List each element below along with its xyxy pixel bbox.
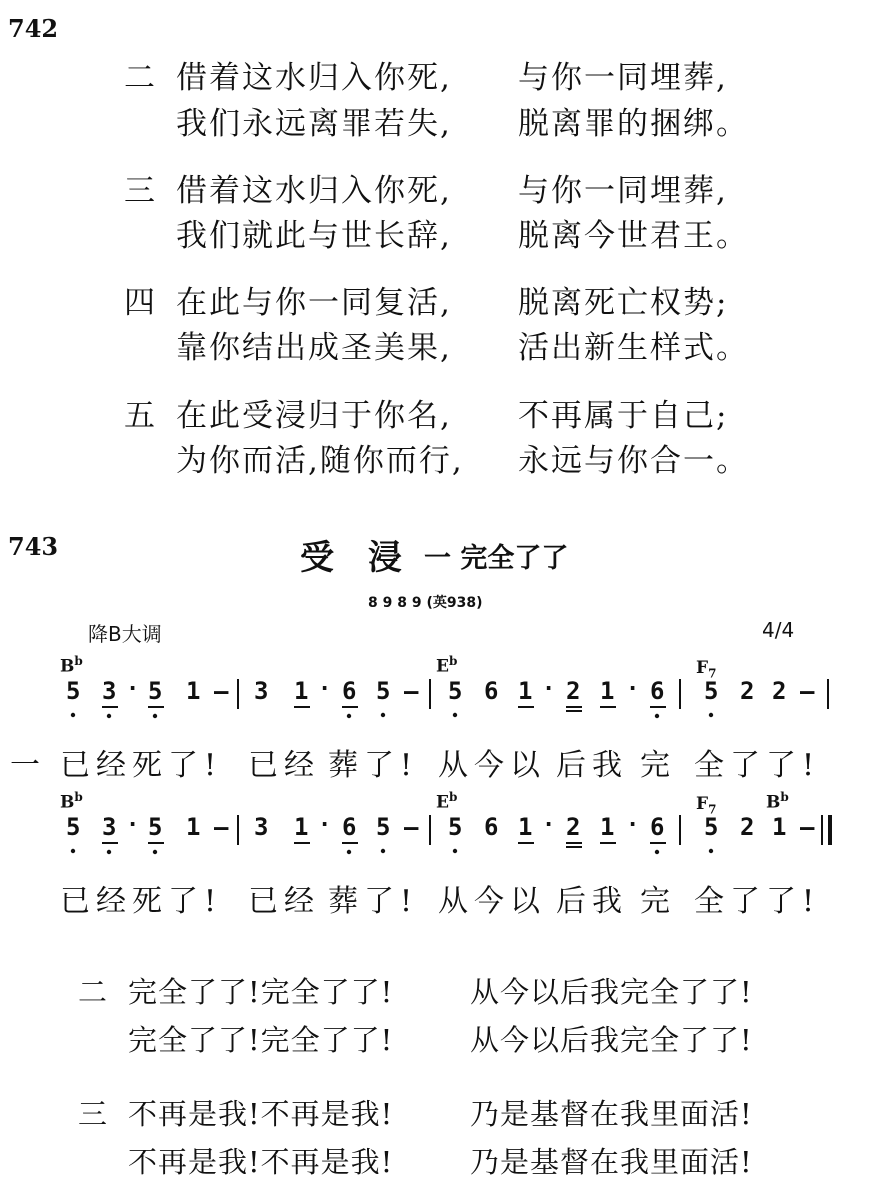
note: 3 <box>254 677 269 705</box>
lyric-syllable: 完 <box>640 884 676 919</box>
lyric-syllable: 后我 <box>556 884 628 919</box>
low-octave-dot <box>107 714 111 718</box>
note: 2 <box>566 813 581 841</box>
lyric-line: 完全了了!完全了了! <box>128 975 394 1009</box>
lyric-syllable: 全了了! <box>694 884 821 919</box>
low-octave-dot <box>153 714 157 718</box>
note: 1 <box>186 677 201 705</box>
lyric-syllable: 已经 <box>60 884 132 919</box>
note: 5 <box>66 677 81 705</box>
stanza-label: 四 <box>124 285 157 321</box>
dotted-mark: · <box>126 813 140 838</box>
note: 2 <box>566 677 581 705</box>
note-dash: — <box>800 813 815 841</box>
low-octave-dot <box>381 849 385 853</box>
low-octave-dot <box>709 713 713 717</box>
key-signature: 降B大调 <box>88 622 162 646</box>
lyric-syllable: 死了! <box>132 748 223 783</box>
chord-symbol: $F_7$ <box>696 658 717 681</box>
low-octave-dot <box>655 714 659 718</box>
hymn-subtitle: 一 完全了了 <box>424 543 569 574</box>
low-octave-dot <box>347 850 351 854</box>
dotted-mark: · <box>626 813 640 838</box>
note: 6 <box>342 677 357 705</box>
note: 1 <box>294 813 309 841</box>
lyric-line: 脱离死亡权势; <box>518 285 729 321</box>
hymn-number-743: 743 <box>8 532 59 561</box>
note-dash: — <box>214 813 229 841</box>
lyric-syllable: 后我 <box>556 748 628 783</box>
lyric-line: 不再是我!不再是我! <box>128 1145 394 1179</box>
note: 1 <box>186 813 201 841</box>
low-octave-dot <box>381 713 385 717</box>
hymn-title: 受 浸 <box>300 538 402 578</box>
dotted-mark: · <box>542 677 556 702</box>
lyric-line: 与你一同埋葬, <box>518 173 728 209</box>
note-dash: — <box>800 677 815 705</box>
lyric-line: 为你而活,随你而行, <box>176 443 464 479</box>
stanza-label: 五 <box>124 398 157 434</box>
lyric-syllable: 葬了! <box>328 884 419 919</box>
low-octave-dot <box>71 713 75 717</box>
stanza-label: 三 <box>78 1097 109 1131</box>
dotted-mark: · <box>626 677 640 702</box>
hymn-number-742: 742 <box>8 14 59 43</box>
lyric-syllable: 全了了! <box>694 748 821 783</box>
note: 2 <box>740 677 755 705</box>
note: 1 <box>518 677 533 705</box>
chord-symbol: $F_7$ <box>696 794 717 817</box>
lyric-syllable: 一 <box>10 748 46 783</box>
low-octave-dot <box>347 714 351 718</box>
lyric-line: 在此与你一同复活, <box>176 285 452 321</box>
lyric-line: 活出新生样式。 <box>518 330 749 366</box>
lyric-syllable: 已经 <box>60 748 132 783</box>
lyric-syllable: 已经 <box>248 748 320 783</box>
note: 3 <box>102 677 117 705</box>
dotted-mark: · <box>542 813 556 838</box>
note: 6 <box>650 677 665 705</box>
note: 1 <box>600 813 615 841</box>
lyric-syllable: 已经 <box>248 884 320 919</box>
lyric-line: 乃是基督在我里面活! <box>470 1145 753 1179</box>
note: 2 <box>772 677 787 705</box>
low-octave-dot <box>453 713 457 717</box>
lyric-line: 与你一同埋葬, <box>518 60 728 96</box>
lyric-line: 从今以后我完全了了! <box>470 975 753 1009</box>
low-octave-dot <box>71 849 75 853</box>
lyric-line: 我们就此与世长辞, <box>176 218 452 254</box>
note: 5 <box>148 813 163 841</box>
low-octave-dot <box>153 850 157 854</box>
lyric-line: 乃是基督在我里面活! <box>470 1097 753 1131</box>
stanza-label: 二 <box>124 60 157 96</box>
note: 6 <box>650 813 665 841</box>
lyric-syllable: 葬了! <box>328 748 419 783</box>
note: 5 <box>448 677 463 705</box>
chord-symbol: $B^b$ <box>766 790 789 813</box>
note: 1 <box>600 677 615 705</box>
chord-symbol: $E^b$ <box>436 654 458 677</box>
dotted-mark: · <box>318 677 332 702</box>
note: 3 <box>254 813 269 841</box>
low-octave-dot <box>453 849 457 853</box>
note: 1 <box>294 677 309 705</box>
lyric-line: 靠你结出成圣美果, <box>176 330 452 366</box>
low-octave-dot <box>709 849 713 853</box>
note: 2 <box>740 813 755 841</box>
lyric-line: 在此受浸归于你名, <box>176 398 452 434</box>
lyric-line: 完全了了!完全了了! <box>128 1023 394 1057</box>
lyric-line: 脱离罪的捆绑。 <box>518 106 749 142</box>
low-octave-dot <box>655 850 659 854</box>
note-dash: — <box>404 677 419 705</box>
lyric-line: 从今以后我完全了了! <box>470 1023 753 1057</box>
chord-symbol: $B^b$ <box>60 790 83 813</box>
time-signature: 4/4 <box>762 618 795 642</box>
note-dash: — <box>214 677 229 705</box>
lyric-line: 不再属于自己; <box>518 398 729 434</box>
note: 6 <box>484 677 499 705</box>
note: 1 <box>518 813 533 841</box>
note: 5 <box>448 813 463 841</box>
note: 1 <box>772 813 787 841</box>
stanza-label: 三 <box>124 173 157 209</box>
note: 5 <box>66 813 81 841</box>
note: 6 <box>484 813 499 841</box>
dotted-mark: · <box>318 813 332 838</box>
chord-symbol: $E^b$ <box>436 790 458 813</box>
note: 5 <box>148 677 163 705</box>
lyric-line: 永远与你合一。 <box>518 443 749 479</box>
note: 3 <box>102 813 117 841</box>
lyric-line: 脱离今世君王。 <box>518 218 749 254</box>
note: 5 <box>376 677 391 705</box>
low-octave-dot <box>107 850 111 854</box>
note: 5 <box>376 813 391 841</box>
chord-symbol: $B^b$ <box>60 654 83 677</box>
lyric-line: 不再是我!不再是我! <box>128 1097 394 1131</box>
lyric-syllable: 完 <box>640 748 676 783</box>
dotted-mark: · <box>126 677 140 702</box>
note: 5 <box>704 813 719 841</box>
note: 5 <box>704 677 719 705</box>
lyric-syllable: 死了! <box>132 884 223 919</box>
meter: 8 9 8 9 (英938) <box>368 595 483 611</box>
lyric-line: 借着这水归入你死, <box>176 173 452 209</box>
lyric-syllable: 从今以 <box>438 748 546 783</box>
lyric-line: 借着这水归入你死, <box>176 60 452 96</box>
lyric-syllable: 从今以 <box>438 884 546 919</box>
note-dash: — <box>404 813 419 841</box>
lyric-line: 我们永远离罪若失, <box>176 106 452 142</box>
note: 6 <box>342 813 357 841</box>
stanza-label: 二 <box>78 975 109 1009</box>
